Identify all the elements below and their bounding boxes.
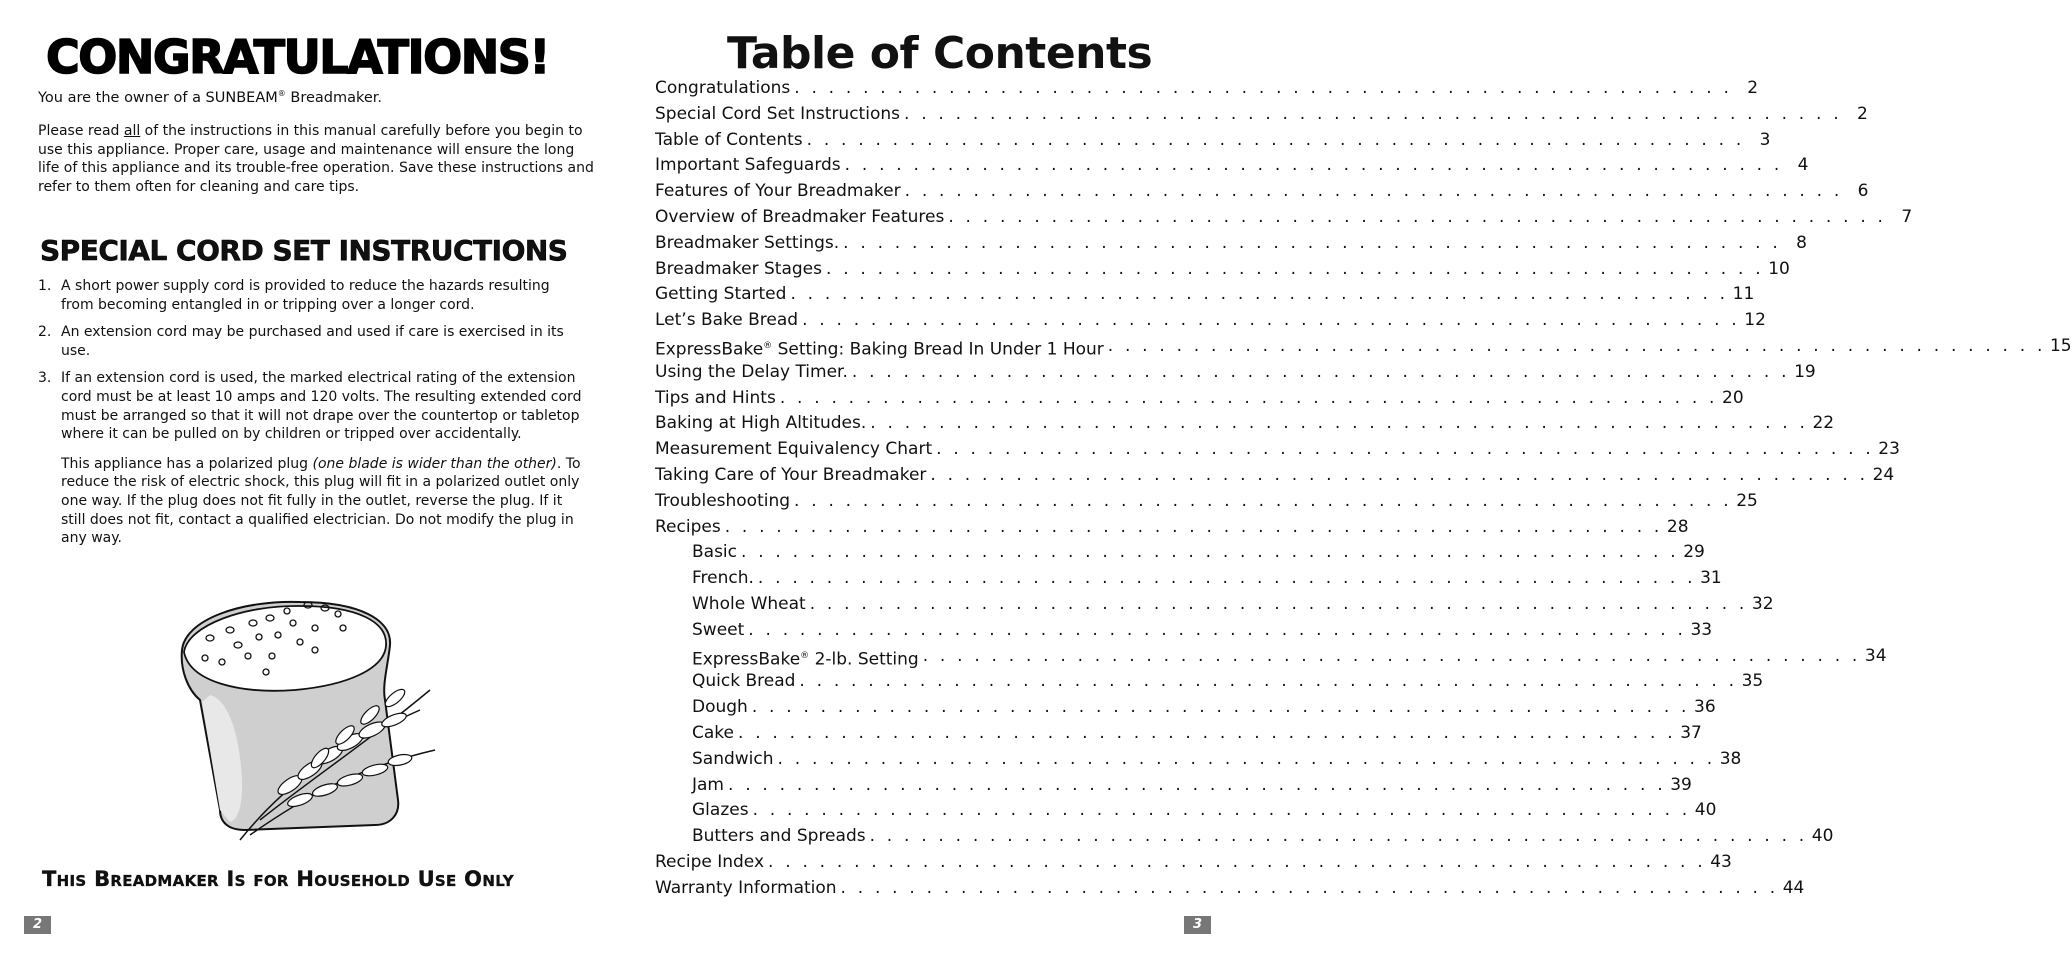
toc-entry <box>655 798 1717 824</box>
toc-entry-label: Important Safeguards <box>655 155 841 176</box>
toc-entry-label: Taking Care of Your Breadmaker <box>655 464 927 485</box>
toc-entry <box>655 515 1689 541</box>
toc-entry-label: Recipes <box>655 516 721 537</box>
list-item <box>38 323 583 360</box>
toc-entry-label: ExpressBake® 2-lb. Setting <box>692 649 919 670</box>
toc-dot-leader: . . . . . . . . . . . . . . . . . . . . . . . . . . . . . . . . . . . . . . . . . . . . . . . . . . . . . . . <box>757 568 1696 589</box>
toc-entry <box>655 257 1790 283</box>
toc-dot-leader: . . . . . . . . . . . . . . . . . . . . . . . . . . . . . . . . . . . . . . . . . . . . . . . . . . . . . . . <box>922 645 1861 666</box>
toc-entry-page: 29 <box>1683 542 1705 563</box>
toc-entry-page: 37 <box>1680 722 1702 743</box>
toc-entry <box>655 876 1805 902</box>
toc-entry-label: Measurement Equivalency Chart <box>655 439 933 460</box>
toc-entry <box>655 128 1771 154</box>
list-item-number: 1. <box>38 278 52 294</box>
toc-entry-page: 2 <box>1856 103 1868 124</box>
note-rest: . To reduce the risk of electric shock, this plug will fit in a polarized outlet only one way. If the plug does not fit fully in the outlet, reverse the plug. If it still does not fit, contact a qualified electrician. Do not modify the plug in any way. <box>61 455 581 547</box>
toc-dot-leader: . . . . . . . . . . . . . . . . . . . . . . . . . . . . . . . . . . . . . . . . . . . . . . . . . . . . . . . <box>799 671 1738 692</box>
toc-entry <box>655 76 1759 102</box>
toc-entry-page: 4 <box>1797 155 1809 176</box>
toc-entry-page: 43 <box>1710 851 1732 872</box>
household-use-notice: This Breadmaker Is for Household Use Only <box>42 867 514 891</box>
toc-dot-leader: . . . . . . . . . . . . . . . . . . . . . . . . . . . . . . . . . . . . . . . . . . . . . . . . . . . . . . . <box>809 593 1748 614</box>
toc-entry-label: Getting Started <box>655 284 787 305</box>
toc-entry <box>655 386 1744 412</box>
toc-entry-page: 3 <box>1759 129 1771 150</box>
toc-entry-page: 32 <box>1751 593 1774 614</box>
page-number-right: 3 <box>1184 916 1211 934</box>
toc-entry <box>655 721 1702 747</box>
toc-entry-page: 22 <box>1812 413 1835 434</box>
toc-dot-leader: . . . . . . . . . . . . . . . . . . . . . . . . . . . . . . . . . . . . . . . . . . . . . . . . . . . . . . . <box>738 722 1676 743</box>
toc-dot-leader: . . . . . . . . . . . . . . . . . . . . . . . . . . . . . . . . . . . . . . . . . . . . . . . . . . . . . . . <box>826 258 1764 279</box>
toc-dot-leader: . . . . . . . . . . . . . . . . . . . . . . . . . . . . . . . . . . . . . . . . . . . . . . . . . . . . . . . <box>741 542 1679 563</box>
toc-entry <box>655 773 1692 799</box>
toc-entry-label: Table of Contents <box>655 129 803 150</box>
toc-entry-label: Sweet <box>692 619 745 640</box>
toc-entry-page: 36 <box>1694 697 1716 718</box>
list-item-number: 3. <box>38 370 52 387</box>
toc-dot-leader: . . . . . . . . . . . . . . . . . . . . . . . . . . . . . . . . . . . . . . . . . . . . . . . . . . . . . . . <box>790 284 1729 305</box>
toc-entry <box>655 566 1722 592</box>
toc-entry <box>655 489 1758 515</box>
toc-entry-label: Jam <box>692 774 724 795</box>
toc-entry <box>655 618 1713 644</box>
toc-entry-page: 39 <box>1670 774 1692 795</box>
owner-line-text: You are the owner of a SUNBEAM <box>38 89 278 106</box>
page-number-left: 2 <box>24 916 51 934</box>
note-start: This appliance has a polarized plug <box>61 455 313 472</box>
toc-entry-label: Quick Bread <box>692 671 796 692</box>
toc-entry <box>655 850 1732 876</box>
toc-entry-page: 24 <box>1872 464 1895 485</box>
toc-heading: Table of Contents <box>727 28 1153 79</box>
list-item <box>38 369 583 443</box>
intro-paragraph <box>38 122 598 196</box>
toc-entry-label: Glazes <box>692 800 749 821</box>
toc-entry <box>655 540 1705 566</box>
toc-entry-page: 34 <box>1864 645 1887 666</box>
toc-entry <box>655 644 1887 670</box>
toc-entry-label: Overview of Breadmaker Features <box>655 206 945 227</box>
toc-dot-leader: . . . . . . . . . . . . . . . . . . . . . . . . . . . . . . . . . . . . . . . . . . . . . . . . . . . . . . . <box>844 155 1783 176</box>
toc-entry-label: Whole Wheat <box>692 593 806 614</box>
toc-dot-leader: . . . . . . . . . . . . . . . . . . . . . . . . . . . . . . . . . . . . . . . . . . . . . . . . . . . . . . . <box>728 774 1666 795</box>
toc-entry-page: 20 <box>1722 387 1744 408</box>
toc-entry <box>655 334 2072 360</box>
polarized-plug-note <box>38 455 583 548</box>
toc-dot-leader: . . . . . . . . . . . . . . . . . . . . . . . . . . . . . . . . . . . . . . . . . . . . . . . . . . . . . . . <box>930 464 1869 485</box>
toc-dot-leader: . . . . . . . . . . . . . . . . . . . . . . . . . . . . . . . . . . . . . . . . . . . . . . . . . . . . . . . <box>936 439 1874 460</box>
toc-entry <box>655 592 1774 618</box>
list-item <box>38 277 583 314</box>
toc-entry-label: Troubleshooting <box>655 490 791 511</box>
intro-paragraph-start: Please read <box>38 123 124 139</box>
toc-dot-leader: . . . . . . . . . . . . . . . . . . . . . . . . . . . . . . . . . . . . . . . . . . . . . . . . . . . . . . . <box>768 851 1706 872</box>
toc-dot-leader: . . . . . . . . . . . . . . . . . . . . . . . . . . . . . . . . . . . . . . . . . . . . . . . . . . . . . . . <box>904 181 1843 202</box>
toc-entry <box>655 695 1716 721</box>
toc-entry-page: 23 <box>1878 439 1900 460</box>
toc-entry-page: 7 <box>1901 206 1913 227</box>
toc-entry-label: French. <box>692 568 754 589</box>
toc-dot-leader: . . . . . . . . . . . . . . . . . . . . . . . . . . . . . . . . . . . . . . . . . . . . . . . . . . . . . . . <box>752 800 1691 821</box>
intro-paragraph-rest: of the instructions in this manual carefully before you begin to use this appliance. Proper care, usage and maintenance will ensure the long life of this appliance and its trouble-free operation. Save these instructions and refer to them often for cleaning and care tips. <box>38 123 594 195</box>
toc-dot-leader: . . . . . . . . . . . . . . . . . . . . . . . . . . . . . . . . . . . . . . . . . . . . . . . . . . . . . . . <box>751 697 1690 718</box>
toc-entry <box>655 437 1900 463</box>
toc-entry-label: Butters and Spreads <box>692 826 866 847</box>
registered-mark: ® <box>800 650 810 661</box>
toc-entry <box>655 824 1834 850</box>
list-item-text: A short power supply cord is provided to reduce the hazards resulting from becoming entangled in or tripping over a longer cord. <box>61 278 550 313</box>
toc-entry-label: Recipe Index <box>655 851 765 872</box>
toc-entry-page: 8 <box>1796 232 1807 253</box>
toc-entry-label: Features of Your Breadmaker <box>655 181 901 202</box>
toc-entry-label: Using the Delay Timer. <box>655 361 848 382</box>
toc-entry-page: 40 <box>1694 800 1717 821</box>
list-item-text: If an extension cord is used, the marked electrical rating of the extension cord must be at least 10 amps and 120 volts. The resulting extended cord must be arranged so that it will not drape over the countertop or tabletop where it can be pulled on by children or tripped over accidentally. <box>61 370 582 443</box>
toc-entry <box>655 308 1766 334</box>
list-item-number: 2. <box>38 324 52 341</box>
toc-entry-page: 33 <box>1690 619 1713 640</box>
toc-entry-label: Baking at High Altitudes. <box>655 413 867 434</box>
owner-line <box>38 89 382 106</box>
toc-entry-page: 44 <box>1782 877 1805 898</box>
toc-entry <box>655 360 1816 386</box>
congratulations-heading: CONGRATULATIONS! <box>46 30 549 84</box>
toc-dot-leader: . . . . . . . . . . . . . . . . . . . . . . . . . . . . . . . . . . . . . . . . . . . . . . . . . . . . . . . <box>840 877 1779 898</box>
toc-entry <box>655 205 1913 231</box>
toc-entry-page: 12 <box>1744 310 1766 331</box>
toc-entry-page: 11 <box>1732 284 1755 305</box>
toc-entry <box>655 282 1755 308</box>
toc-dot-leader: . . . . . . . . . . . . . . . . . . . . . . . . . . . . . . . . . . . . . . . . . . . . . . . . . . . . . . . <box>802 310 1740 331</box>
toc-entry-page: 35 <box>1741 671 1764 692</box>
toc-entry-page: 38 <box>1719 748 1742 769</box>
toc-entry-label: Congratulations <box>655 78 791 98</box>
toc-dot-leader: . . . . . . . . . . . . . . . . . . . . . . . . . . . . . . . . . . . . . . . . . . . . . . . . . . . . . . . <box>777 748 1716 769</box>
toc-entry-page: 28 <box>1666 516 1689 537</box>
list-item-text: An extension cord may be purchased and used if care is exercised in its use. <box>61 324 564 359</box>
toc-entry-page: 19 <box>1794 361 1816 382</box>
toc-entry-page: 6 <box>1857 181 1869 202</box>
toc-entry-page: 15 <box>2049 335 2072 356</box>
special-cord-heading: SPECIAL CORD SET INSTRUCTIONS <box>40 234 568 267</box>
toc-entry-label: Cake <box>692 722 734 743</box>
toc-entry <box>655 411 1835 437</box>
toc-entry-page: 31 <box>1700 568 1722 589</box>
cord-instructions-list <box>38 277 583 548</box>
toc-entry <box>655 153 1809 179</box>
toc-entry <box>655 231 1807 257</box>
toc-dot-leader: . . . . . . . . . . . . . . . . . . . . . . . . . . . . . . . . . . . . . . . . . . . . . . . . . . . . . . . <box>806 129 1745 150</box>
table-of-contents <box>655 76 2072 902</box>
toc-dot-leader: . . . . . . . . . . . . . . . . . . . . . . . . . . . . . . . . . . . . . . . . . . . . . . . . . . . . . . . <box>748 619 1687 640</box>
toc-entry-label: Sandwich <box>692 748 774 769</box>
toc-dot-leader: . . . . . . . . . . . . . . . . . . . . . . . . . . . . . . . . . . . . . . . . . . . . . . . . . . . . . . . <box>779 387 1718 408</box>
toc-dot-leader: . . . . . . . . . . . . . . . . . . . . . . . . . . . . . . . . . . . . . . . . . . . . . . . . . . . . . . . <box>869 826 1808 847</box>
bread-loaf-illustration <box>160 590 450 845</box>
note-italic: (one blade is wider than the other) <box>312 455 557 472</box>
toc-entry-label: Basic <box>692 542 738 563</box>
toc-dot-leader: . . . . . . . . . . . . . . . . . . . . . . . . . . . . . . . . . . . . . . . . . . . . . . . . . . . . . . . <box>794 490 1732 511</box>
toc-entry-label: Special Cord Set Instructions <box>655 103 900 124</box>
toc-dot-leader: . . . . . . . . . . . . . . . . . . . . . . . . . . . . . . . . . . . . . . . . . . . . . . . . . . . . . . . <box>843 232 1781 253</box>
toc-dot-leader: . . . . . . . . . . . . . . . . . . . . . . . . . . . . . . . . . . . . . . . . . . . . . . . . . . . . . . . <box>1107 335 2046 356</box>
toc-entry <box>655 747 1742 773</box>
toc-dot-leader: . . . . . . . . . . . . . . . . . . . . . . . . . . . . . . . . . . . . . . . . . . . . . . . . . . . . . . . <box>851 361 1790 382</box>
toc-dot-leader: . . . . . . . . . . . . . . . . . . . . . . . . . . . . . . . . . . . . . . . . . . . . . . . . . . . . . . . <box>903 103 1842 124</box>
toc-entry-page: 2 <box>1747 78 1759 98</box>
toc-dot-leader: . . . . . . . . . . . . . . . . . . . . . . . . . . . . . . . . . . . . . . . . . . . . . . . . . . . . . . . <box>724 516 1663 537</box>
toc-entry-label: Breadmaker Settings. <box>655 232 840 253</box>
toc-entry-label: Breadmaker Stages <box>655 258 822 279</box>
owner-line-end: Breadmaker. <box>285 89 383 106</box>
toc-dot-leader: . . . . . . . . . . . . . . . . . . . . . . . . . . . . . . . . . . . . . . . . . . . . . . . . . . . . . . . <box>870 413 1809 434</box>
toc-dot-leader: . . . . . . . . . . . . . . . . . . . . . . . . . . . . . . . . . . . . . . . . . . . . . . . . . . . . . . . <box>794 78 1733 98</box>
intro-underlined-word: all <box>123 123 141 139</box>
toc-entry-label: Dough <box>692 697 748 718</box>
toc-entry-label: Tips and Hints <box>655 387 776 408</box>
toc-dot-leader: . . . . . . . . . . . . . . . . . . . . . . . . . . . . . . . . . . . . . . . . . . . . . . . . . . . . . . . <box>948 206 1887 227</box>
toc-entry <box>655 102 1868 128</box>
toc-entry-label: Let’s Bake Bread <box>655 310 799 331</box>
toc-entry-page: 10 <box>1768 258 1790 279</box>
toc-entry-page: 25 <box>1736 490 1758 511</box>
registered-mark: ® <box>277 89 286 98</box>
toc-entry-page: 40 <box>1811 826 1834 847</box>
registered-mark: ® <box>763 340 773 351</box>
toc-entry <box>655 179 1869 205</box>
toc-entry-label: Warranty Information <box>655 877 837 898</box>
toc-entry <box>655 463 1895 489</box>
toc-entry-label: ExpressBake® Setting: Baking Bread In Under 1 Hour <box>655 339 1104 360</box>
toc-entry <box>655 669 1764 695</box>
